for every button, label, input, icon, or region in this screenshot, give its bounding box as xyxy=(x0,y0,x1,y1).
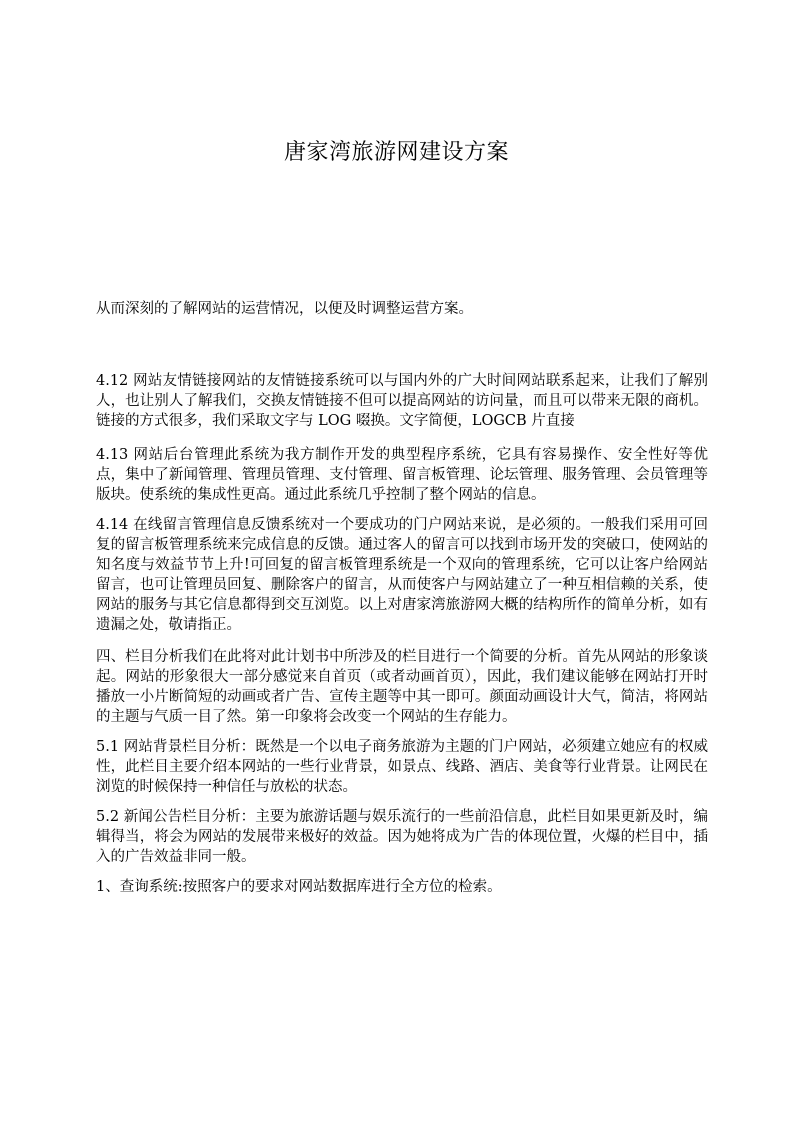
paragraph-friend-links: 4.12 网站友情链接网站的友情链接系统可以与国内外的广大时间网站联系起来，让我们了解别人，也让别人了解我们，交换友情链接不但可以提高网站的访问量，而且可以带来无限的商机。链接的方式很多，我们采取文字与 LOG 啜换。文字简便，LOGCB 片直接 xyxy=(96,373,708,429)
document-title: 唐家湾旅游网建设方案 xyxy=(283,140,509,165)
document-body xyxy=(96,299,708,897)
paragraph-operations-summary: 从而深刻的了解网站的运营情况，以便及时调整运营方案。 xyxy=(96,301,473,317)
paragraph-column-analysis: 四、栏目分析我们在此将对此计划书中所涉及的栏目进行一个简要的分析。首先从网站的形象谈起。网站的形象很大一部分感觉来自首页（或者动画首页），因此，我们建议能够在网站打开时播放一小片断简短的动画或者广告、宣传主题等中其一即可。颜面动画设计大气，简洁，将网站的主题与气质一目了然。第一印象将会改变一个网站的生存能力。 xyxy=(96,649,708,725)
paragraph-query-system: 1、查询系统:按照客户的要求对网站数据库进行全方位的检索。 xyxy=(96,879,502,895)
paragraph-background-column: 5.1 网站背景栏目分析：既然是一个以电子商务旅游为主题的门户网站，必须建立她应有的权威性，此栏目主要介绍本网站的一些行业背景，如景点、线路、酒店、美食等行业背景。让网民在浏览的时候保持一种信任与放松的状态。 xyxy=(96,739,708,795)
paragraph-online-message: 4.14 在线留言管理信息反馈系统对一个要成功的门户网站来说，是必须的。一般我们采用可回复的留言板管理系统来完成信息的反馈。通过客人的留言可以找到市场开发的突破口，使网站的知名度与效益节节上升!可回复的留言板管理系统是一个双向的管理系统，它可以让客户给网站留言，也可让管理员回复、删除客户的留言，从而使客户与网站建立了一种互相信赖的关系，使网站的服务与其它信息都得到交互浏览。以上对唐家湾旅游网大概的结构所作的简单分析，如有遗漏之处，敬请指正。 xyxy=(96,517,708,633)
paragraph-backend-management: 4.13 网站后台管理此系统为我方制作开发的典型程序系统，它具有容易操作、安全性好等优点，集中了新闻管理、管理员管理、支付管理、留言板管理、论坛管理、服务管理、会员管理等版块。使系统的集成性更高。通过此系统几乎控制了整个网站的信息。 xyxy=(96,447,708,503)
paragraph-news-column: 5.2 新闻公告栏目分析：主要为旅游话题与娱乐流行的一些前沿信息，此栏目如果更新及时，编辑得当，将会为网站的发展带来极好的效益。因为她将成为广告的体现位置，火爆的栏目中，插入的广告效益非同一般。 xyxy=(96,809,708,865)
